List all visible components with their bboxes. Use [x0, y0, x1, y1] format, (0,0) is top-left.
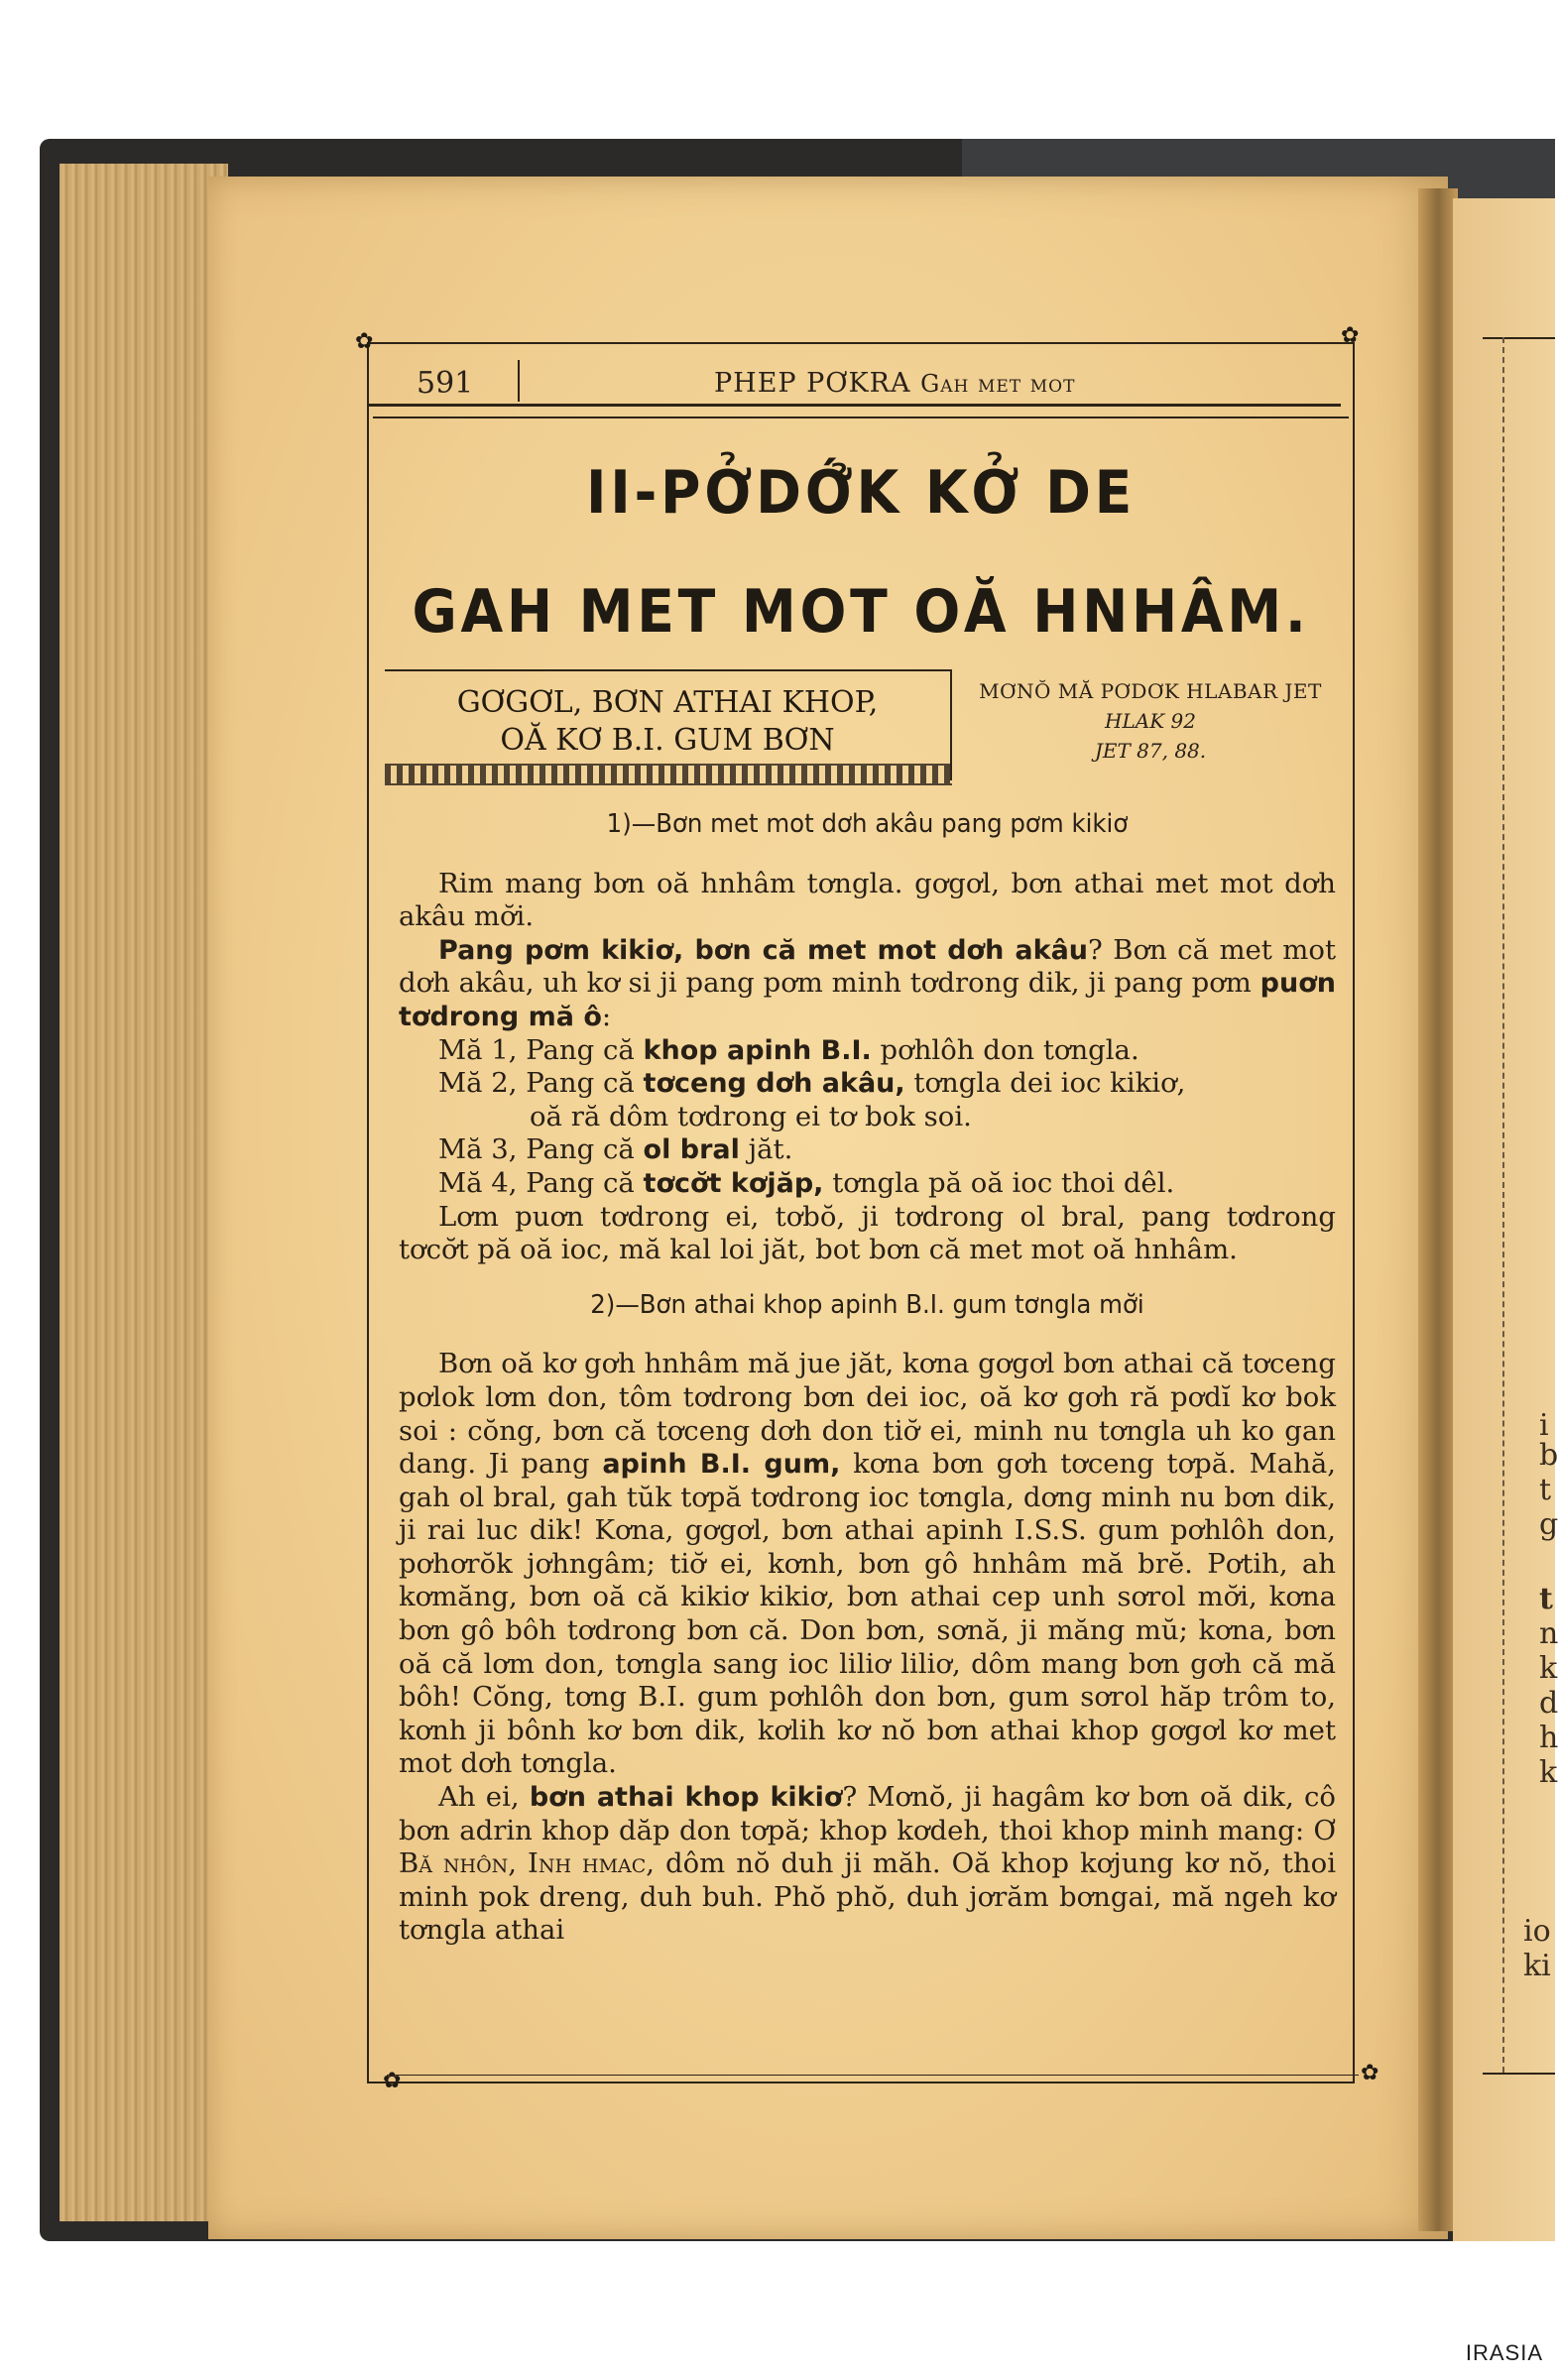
running-header [369, 352, 1341, 407]
facing-fragment: h [1539, 1721, 1558, 1755]
facing-fragment: d [1539, 1686, 1558, 1721]
decorative-braid-rule [385, 764, 952, 785]
text-run: tơngla dei ioc kikiơ, [913, 1067, 1186, 1100]
text-run: ? Mơnŏ, ji hagâm kơ bơn oă dik, cô bơn adrin khop dăp don tơpă; khop kơdeh, thoi khop minh mang: Ơ [399, 1781, 1336, 1846]
paragraph [399, 1781, 1336, 1948]
text-run: Mă 1, Pang că [438, 1033, 635, 1066]
facing-page-frame [1502, 337, 1504, 2073]
page-edges [60, 164, 228, 2221]
bold-phrase: apinh B.I. gum, [602, 1449, 841, 1481]
text-run: ? Bơn că met mot dơh akâu, uh kơ si ji pang pơm minh tơdrong dik, ji pang pơm [399, 933, 1336, 1000]
ornament-corner-icon: ✿ [355, 329, 374, 354]
bold-phrase: tơceng dơh akâu, [643, 1068, 905, 1100]
running-head [714, 368, 1075, 399]
ornament-corner-icon: ✿ [1361, 2061, 1379, 2085]
facing-fragment: i [1539, 1408, 1549, 1443]
section-heading-1: 1)—Bơn met mot dơh akâu pang pơm kikiơ [606, 809, 1129, 839]
facing-fragment: io [1523, 1914, 1551, 1949]
text-run: Bơn oă kơ gơh hnhâm mă jue jăt, kơna gơgơl bơn athai că tơceng pơlok lơm don, tôm tơdrong bơn dei ioc, oă kơ gơh ră pơdĭ kơ bok soi : cŏng, bơn că tơceng dơh don tiơ̆ ei, minh nu tơngla uh ko gan dang. Ji pang [399, 1348, 1336, 1481]
text-run: jăt. [748, 1133, 793, 1166]
list-item [399, 1067, 1336, 1133]
reference-note [957, 679, 1344, 778]
facing-fragment: k [1539, 1651, 1558, 1686]
ornament-corner-icon: ✿ [1341, 323, 1360, 348]
running-head-caps: PHEP PƠKRA [714, 368, 911, 399]
reference-note-line-1: MƠNŎ MĂ PƠDƠK HLABAR JET [979, 679, 1322, 703]
facing-fragment: ki [1523, 1949, 1551, 1983]
reference-note-line-3: JET 87, 88. [1094, 739, 1207, 763]
text-run: Mă 3, Pang că [438, 1133, 635, 1166]
watermark: IRASIA [1465, 2340, 1543, 2365]
text-run: : [601, 1000, 612, 1032]
facing-fragment: b [1539, 1438, 1558, 1473]
ornament-corner-icon: ✿ [383, 2069, 402, 2093]
facing-fragment: t [1539, 1473, 1552, 1507]
paragraph [399, 934, 1336, 1034]
text-run: oă ră dôm tơdrong ei tơ bok soi. [530, 1100, 972, 1132]
page-body [399, 808, 1336, 1948]
text-run: tơngla pă oă ioc thoi dêl. [832, 1166, 1175, 1199]
book-gutter [1418, 188, 1458, 2231]
text-run: dôm nŏ duh ji măh. Oă khop kơjung kơ nŏ, thoi minh pok dreng, duh buh. Phŏ phŏ, duh jơrăm bơngai, mă ngeh kơ tơngla athai [399, 1847, 1336, 1947]
bold-phrase: bơn athai khop kikiơ [529, 1782, 843, 1814]
text-run: Ah ei, [438, 1781, 520, 1814]
list-item [399, 1167, 1336, 1201]
section-heading-2: 2)—Bơn athai khop apinh B.I. gum tơngla mơ̆i [590, 1289, 1144, 1320]
facing-page-bottom-rule [1483, 2073, 1555, 2075]
text-run: pơhlôh don tơngla. [880, 1033, 1139, 1066]
paragraph: Lơm puơn tơdrong ei, tơbŏ, ji tơdrong ol bral, pang tơdrong tơcơ̆t pă oă ioc, mă kal loi jăt, bot bơn că met mot oă hnhâm. [399, 1200, 1336, 1266]
chapter-title-line-1: II-PỞDỚ̉K KỞ DE [586, 458, 1136, 528]
bold-phrase: tơcơ̆t kơjăp, [643, 1167, 824, 1199]
bold-phrase: khop apinh B.I. [643, 1034, 872, 1066]
facing-fragment: k [1539, 1755, 1558, 1790]
bold-phrase: puơn tơdrong mă ô [399, 968, 1336, 1032]
chapter-title-box [373, 416, 1349, 666]
paragraph [399, 1348, 1336, 1781]
facing-fragment: t [1539, 1582, 1553, 1616]
text-run: Mă 4, Pang că [438, 1166, 635, 1199]
list-item [399, 1133, 1336, 1167]
small-caps-phrase: Bă nhôn, Inh hmac, [399, 1847, 656, 1880]
chapter-title-line-2: GAH MET MOT OĂ HNHÂM. [412, 577, 1310, 647]
facing-page-top-rule [1483, 337, 1555, 339]
header-divider [518, 360, 520, 402]
page-number: 591 [417, 366, 474, 401]
facing-fragment: n [1539, 1616, 1558, 1651]
subtitle-line-2: OĂ KƠ B.I. GUM BƠN [500, 723, 835, 758]
bold-phrase: ol bral [643, 1134, 740, 1166]
subtitle-line-1: GƠGƠL, BƠN ATHAI KHOP, [456, 685, 879, 720]
bold-phrase: Pang pơm kikiơ, bơn că met mot dơh akâu [438, 934, 1089, 966]
reference-note-line-2: HLAK 92 [1105, 709, 1196, 733]
text-run: kơna bơn gơh tơceng tơpă. Mahă, gah ol bral, gah tŭk tơpă tơdrong ioc tơngla, dơng minh nu bơn dik, ji rai luc dik! Kơna, gơgơl, bơn athai apinh I.S.S. gum pơhlôh don, pơhơrŏk jơhngâm; tiơ̆ ei, kơnh, bơn gô hnhâm mă brĕ. Pơtih, ah kơmăng, bơn oă că kikiơ kikiơ, bơn athai cep unh sơrol mơ̆i, kơna bơn gô bôh tơdrong bơn că. Don bơn, sơnă, ji măng mŭ; kơna, bơn oă că lơm don, tơngla sang ioc liliơ liliơ, dôm mang bơn gơh că mă bôh! Cŏng, tơng B.I. gum pơhlôh don bơn, gum sơrol hăp trôm to, kơnh ji bônh kơ bơn dik, kơlih kơ nŏ bơn athai khop gơgơl kơ met mot dơh tơngla. [399, 1448, 1336, 1780]
bottom-rule [387, 2075, 1359, 2076]
paragraph: Rim mang bơn oă hnhâm tơngla. gơgơl, bơn athai met mot dơh akâu mơ̆i. [399, 867, 1336, 933]
list-item [399, 1034, 1336, 1068]
text-run: Mă 2, Pang că [438, 1067, 635, 1100]
running-head-small: Gah met mot [920, 370, 1076, 398]
facing-fragment: g [1539, 1507, 1558, 1542]
